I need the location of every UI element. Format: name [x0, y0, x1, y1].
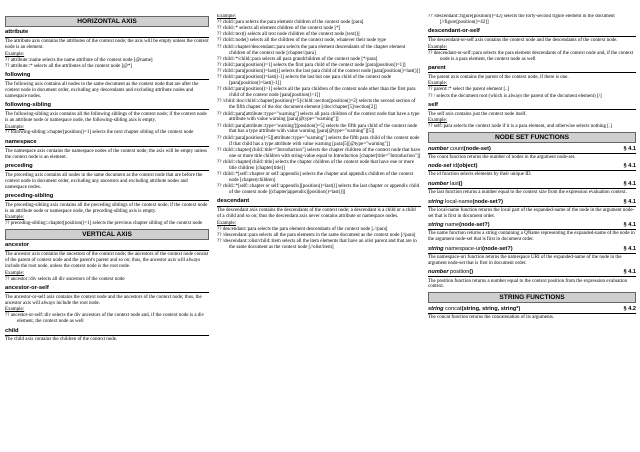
example-item: ?? descendant::para selects the para element descendants of the context node [.//para] — [217, 226, 388, 232]
descendant-heading: descendant — [217, 198, 421, 206]
example-label: Example: — [5, 124, 25, 130]
example-item: ?? ancestor-or-self::div selects the div ancestors of the context node and, if the context node is a div element, the context node as well — [5, 313, 205, 325]
spec-reference: § 4.1 — [623, 222, 636, 229]
function-name: name — [445, 222, 460, 229]
spec-reference: § 4.1 — [623, 245, 636, 252]
function-desc: The id function selects elements by their unique ID. — [428, 172, 532, 178]
example-item: ?? / selects the document root (which is always the parent of the document element) [/] — [428, 93, 602, 99]
example-item: ?? child::*[self::chapter or self::appendix] selects the chapter and appendix children of the context node [chapter|children] — [217, 171, 414, 183]
example-item: ?? child::para[position()>1] selects all the para children of the context node other than the first para child of the context node [para[position()>1]] — [217, 87, 416, 99]
function-name: namespace-uri — [445, 245, 483, 252]
column-2 — [217, 14, 421, 450]
self-heading: self — [428, 102, 636, 110]
example-label: Example: — [428, 118, 448, 124]
function-desc: The last function returns a number equal to the context size from the expression evaluation context. — [428, 190, 627, 196]
attribute-heading: attribute — [5, 29, 209, 37]
example-item: ?? child::para[position()=5][attribute::type="warning"] selects the fifth para child of the context node if that child has a type attribute with value warning [para[5][@type="warning"]] — [217, 135, 420, 147]
function-args: (node-set?) — [482, 245, 513, 252]
example-item: ?? /descendant::olist/child::item selects all the item elements that have an olist parent and that are in the same document as the context node [//olist/item] — [217, 238, 417, 250]
example-item: ?? ancestor::div selects all div ancestors of the context node — [5, 276, 125, 282]
function-args: (node-set?) — [472, 198, 503, 205]
function-args: (node-set?) — [459, 222, 490, 229]
example-item: ?? child::chapter/descendant::para selects the para element descendants of the chapter element children of the context node [chapter//para] — [217, 44, 406, 56]
example-item: ?? self::para selects the context node if it is a para element, and otherwise selects nothing [.] — [428, 124, 612, 130]
return-type: node-set — [428, 163, 452, 170]
function-name: count — [450, 145, 464, 152]
following-heading: following — [5, 72, 209, 80]
example-label: Example: — [217, 220, 237, 226]
function-sig — [428, 306, 520, 313]
attribute-desc: The attribute axis contains the attributes of the context node; the axis will be empty unless the context node is an element. — [5, 39, 209, 50]
function-sig — [428, 199, 503, 206]
function-name: last — [450, 180, 459, 187]
return-type: number — [428, 180, 449, 187]
column-1 — [5, 14, 209, 450]
function-signature — [428, 269, 636, 277]
function-signature — [428, 246, 636, 254]
example-item: ?? /child::doc/child::chapter[position()=5]/child::section[position()=2] selects the second section of the fifth chapter of the doc document element [/doc/chapter[5]/section[2]] — [217, 99, 416, 111]
return-type: number — [428, 145, 449, 152]
example-item: ?? attribute::name selects the name attribute of the context node [@name] — [5, 57, 153, 63]
example-item: ?? following-sibling::chapter[position()=1] selects the next chapter sibling of the context node — [5, 130, 194, 136]
example-item: ?? child::chapter[child::title] selects the chapter children of the context node that have one or more title children [chapter[title]] — [217, 159, 415, 171]
descendant-desc: The descendant axis contains the descendants of the context node; a descendant is a child or a child of a child and so on; thus the descendant axis never contains attribute or namespace nodes. — [217, 208, 416, 219]
example-item: ?? child::para[position()=last()-1] selects the last but one para child of the context node [para[position()=last()-1]] — [217, 75, 392, 87]
example-item: ?? child::para[position()=1] selects the first para child of the context node [para[position()=1]] — [217, 62, 406, 68]
parent-desc: The parent axis contains the parent of the context node, if there is one. — [428, 74, 569, 80]
function-signature — [428, 181, 636, 189]
parent-heading: parent — [428, 65, 636, 73]
child-examples-list — [217, 20, 421, 196]
self-desc: The self axis contains just the context node itself. — [428, 111, 527, 117]
example-label: Example: — [5, 270, 25, 276]
node-set-functions-list — [428, 146, 636, 291]
function-name: position — [450, 269, 470, 276]
function-args: () — [469, 269, 474, 276]
child-desc: The child axis contains the children of the context node. — [5, 337, 118, 343]
example-item: ?? child::para[attribute::type='warning'][position()=5] selects the fifth para child of the context node that has a type attribute with value warning [para[@type="warning"][5]] — [217, 123, 418, 135]
following-sibling-desc: The following-sibling axis contains all the following siblings of the context node; if the context node is an attribute node or namespace node, the following-sibling axis is empty. — [5, 111, 207, 123]
preceding-sibling-heading: preceding-sibling — [5, 193, 209, 201]
function-signature — [428, 222, 636, 230]
descendant-or-self-heading: descendant-or-self — [428, 28, 636, 36]
function-sig — [428, 163, 477, 170]
spec-reference: § 4.1 — [623, 198, 636, 205]
function-desc: The name function returns a string containing a QName representing the expanded-name of the node in the argument node-set that is first in document order. — [428, 231, 635, 243]
example-label: Example: — [428, 81, 448, 87]
function-signature — [428, 146, 636, 154]
example-label: Example: — [428, 44, 448, 50]
example-item: ?? child::para selects the para element children of the context node [para] — [217, 19, 364, 25]
function-sig — [428, 146, 491, 153]
following-sibling-heading: following-sibling — [5, 102, 209, 110]
function-args: () — [458, 180, 463, 187]
function-name: local-name — [445, 198, 473, 205]
function-args: (string, string, string*) — [461, 305, 521, 312]
example-label: Example: — [5, 51, 25, 57]
ancestor-or-self-heading: ancestor-or-self — [5, 285, 209, 293]
spec-reference: § 4.1 — [623, 269, 636, 276]
preceding-heading: preceding — [5, 163, 209, 171]
ancestor-desc: The ancestor axis contains the ancestors of the context node; the ancestors of the context node consist of the parent of context node and the parent's parent and so on; thus, the ancestor axis will always include the root node, unless the context node is the root node. — [5, 252, 209, 269]
function-signature — [428, 199, 636, 207]
function-desc: The position function returns a number equal to the context position from the expression evaluation context. — [428, 278, 628, 290]
function-sig — [428, 222, 490, 229]
example-label: Example: — [217, 14, 237, 19]
child-heading: child — [5, 328, 209, 336]
example-item: ?? /descendant::figure[position()=42] selects the forty-second figure element in the document [//figure[position()=42]] — [428, 14, 615, 25]
node-set-functions-header: NODE SET FUNCTIONS — [428, 132, 636, 143]
function-signature — [428, 163, 636, 171]
example-item: ?? parent::* select the parent element [..] — [428, 87, 510, 93]
function-desc: The count function returns the number of nodes in the argument node-set. — [428, 154, 576, 160]
function-desc: The namespace-uri function returns the namespace URI of the expanded-name of the node in the argument node-set that is first in document order. — [428, 254, 622, 266]
example-item: ?? /descendant::para selects all the para elements in the same document as the context node [//para] — [217, 232, 416, 238]
namespace-desc: The namespace axis contains the namespace nodes of the context node; the axis will be empty unless the context node is an element. — [5, 148, 207, 160]
ancestor-heading: ancestor — [5, 242, 209, 250]
example-item: ?? child::*[self::chapter or self::appendix][position()=last()] selects the last chapter or appendix child of the context node [(chapter|appendix)[position()=last()]] — [217, 183, 420, 195]
function-name: concat — [445, 305, 462, 312]
following-desc: The following axis contains all nodes in the same document as the context node that are after the context node in document order, excluding any descendants and excluding attribute nodes and namespace nodes. — [5, 81, 199, 99]
example-item: ?? child::*/child::para selects all para grandchildren of the context node [*/para] — [217, 56, 378, 62]
return-type: number — [428, 269, 449, 276]
function-sig — [428, 246, 513, 253]
spec-reference: § 4.1 — [623, 145, 636, 152]
string-functions-header: STRING FUNCTIONS — [428, 292, 636, 303]
spec-reference: § 4.1 — [623, 163, 636, 170]
return-type: string — [428, 198, 444, 205]
return-type: string — [428, 305, 444, 312]
function-sig — [428, 269, 473, 276]
namespace-heading: namespace — [5, 139, 209, 147]
spec-reference: § 4.1 — [623, 180, 636, 187]
string-functions-list — [428, 306, 636, 321]
function-sig — [428, 181, 463, 188]
spec-reference: § 4.2 — [623, 305, 636, 312]
descendant-or-self-desc: The descendant-or-self axis contains the context node and the descendants of the context node. — [428, 38, 618, 44]
function-name: id — [452, 163, 458, 170]
example-label: Example: — [5, 215, 25, 221]
return-type: string — [428, 222, 444, 229]
example-item: ?? child::chapter[child::title="Introduction"] selects the chapter children of the context node that have one or more title children with string-value equal to Introduction [chapter[title="Introduction"]] — [217, 147, 421, 159]
function-desc: The concat function returns the concatenation of its arguments. — [428, 314, 555, 320]
example-item: ?? attribute::* selects all the attributes of the context node [@*] — [5, 63, 133, 69]
example-item: ?? child::node() selects all the children of the context node, whatever their node type — [217, 38, 387, 44]
example-item: ?? child::* selects all element children of the context node [*] — [217, 26, 341, 32]
horizontal-axis-header: HORIZONTAL AXIS — [5, 16, 209, 27]
example-item: ?? child::para[position()=last()] selects the last para child of the context node [para[position()=last()]] — [217, 69, 420, 75]
example-item: ?? descendant-or-self::para selects the para element descendants of the context node and, if the context node is a para element, the context node as well — [428, 50, 634, 62]
function-args: (object) — [457, 163, 478, 170]
vertical-axis-header: VERTICAL AXIS — [5, 229, 209, 240]
preceding-sibling-desc: The preceding-sibling axis contains all the preceding siblings of the context node; if the context node is an attribute node or namespace node, the preceding-sibling axis is empty. — [5, 202, 208, 214]
preceding-desc: The preceding axis contains all nodes in the same document as the context node that are before the context node in document order, excluding any ancestors and excluding attribute nodes and namespace nodes. — [5, 172, 203, 190]
column-3 — [428, 14, 636, 450]
example-label: Example: — [5, 307, 25, 313]
function-signature — [428, 306, 636, 314]
example-item: ?? child::text() selects all text node children of the context node [text()] — [217, 32, 360, 38]
function-desc: The local-name function returns the local part of the expanded-name of the node in the argument node-set that is first in document order. — [428, 207, 635, 219]
function-args: (node-set) — [463, 145, 491, 152]
ancestor-or-self-desc: The ancestor-or-self axis contains the context node and the ancestors of the context node; thus, the ancestor axis will always include the root node. — [5, 294, 202, 306]
example-item: ?? preceding-sibling::chapter[position()=1] selects the previous chapter sibling of the context node — [5, 221, 203, 227]
return-type: string — [428, 245, 444, 252]
example-item: ?? child::para[attribute::type="warning"] selects all para children of the context node that have a type attribute with value warning [para[@type="warning"]] — [217, 111, 420, 123]
